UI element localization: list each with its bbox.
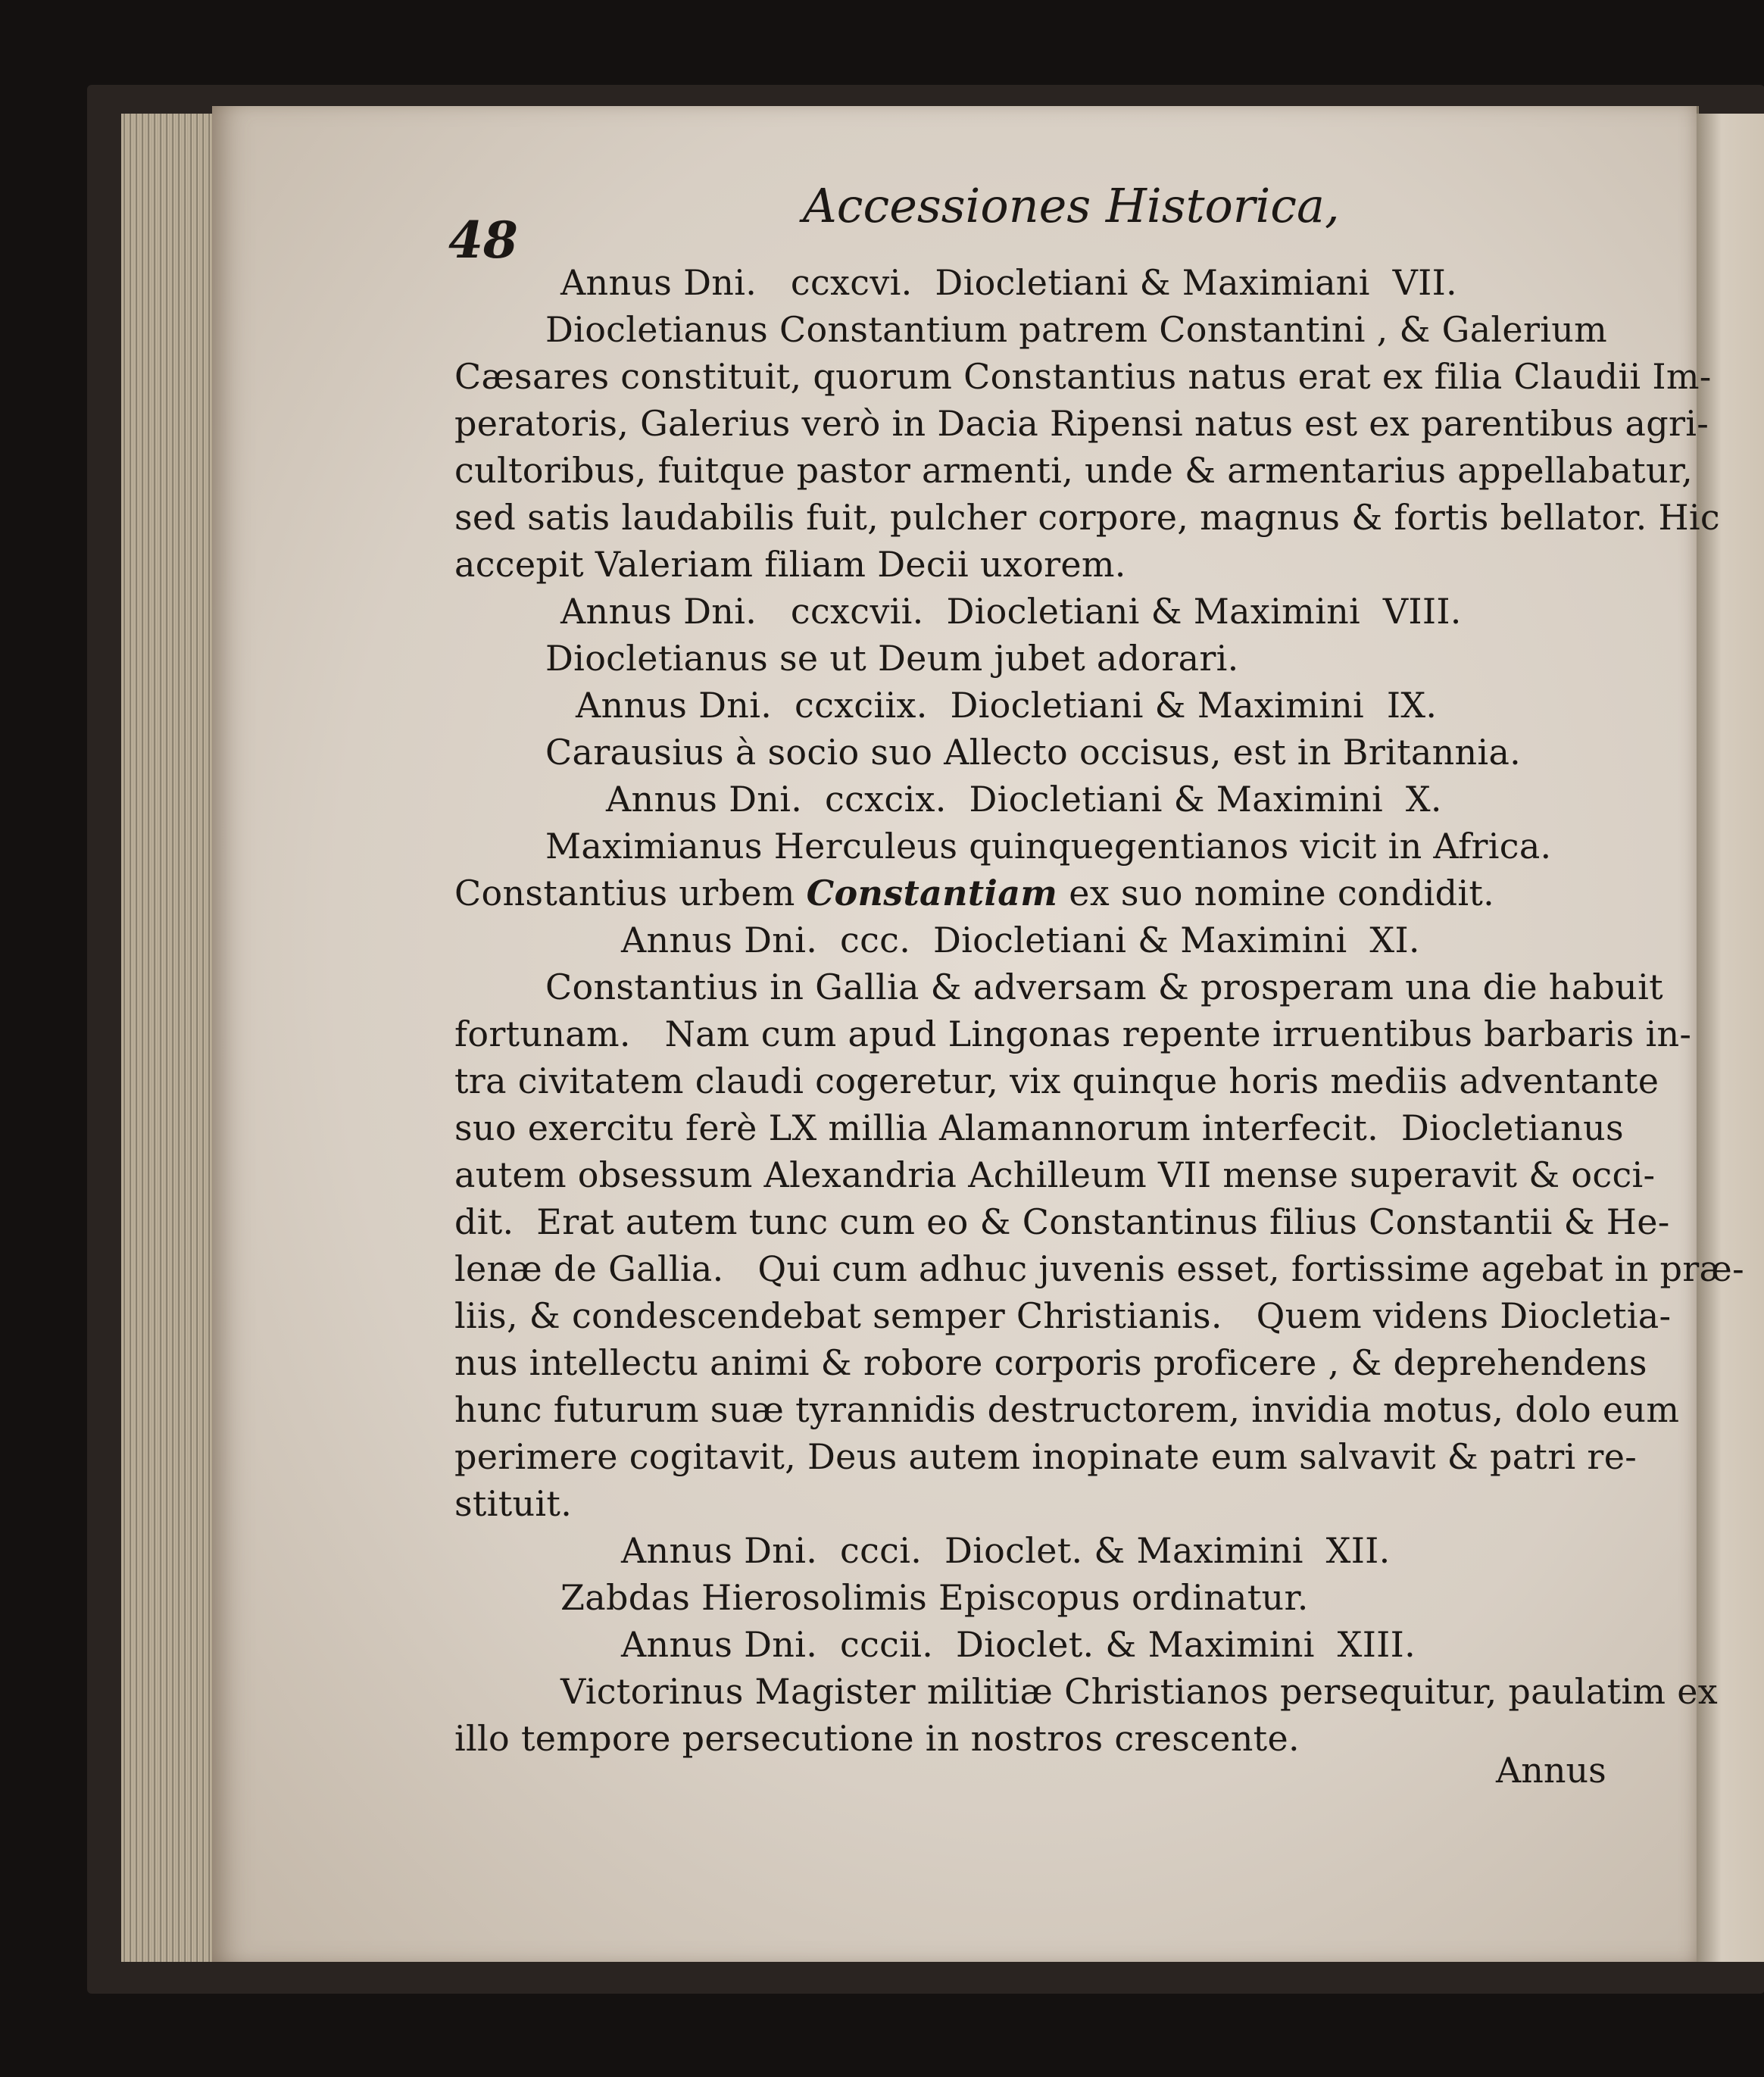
text-line: stituit. [454,1483,573,1524]
text-line: peratoris, Galerius verò in Dacia Ripensi natus est ex parentibus agri- [454,403,1709,444]
text-line: autem obsessum Alexandria Achilleum VII mense superavit & occi- [454,1154,1656,1195]
text-line: Carausius à socio suo Allecto occisus, est in Britannia. [545,732,1522,773]
text-line: Annus Dni. ccxcix. Diocletiani & Maximini X. [606,779,1442,820]
book-page [212,106,1744,1962]
text-span: ex suo nomine condidit. [1057,873,1495,914]
text-line: Constantius in Gallia & adversam & prosperam una die habuit [545,967,1663,1007]
text-line: Maximianus Herculeus quinquegentianos vicit in Africa. [545,826,1552,867]
text-span: Constantius urbem [454,873,807,914]
text-line: illo tempore persecutione in nostros crescente. [454,1718,1300,1759]
text-line: Annus Dni. ccc. Diocletiani & Maximini XI. [621,920,1420,960]
text-line: Diocletianus Constantium patrem Constantini , & Galerium [545,309,1608,350]
text-line: Victorinus Magister militiæ Christianos persequitur, paulatim ex [560,1671,1718,1712]
text-line: cultoribus, fuitque pastor armenti, unde & armentarius appellabatur, [454,450,1694,491]
text-line: sed satis laudabilis fuit, pulcher corpore, magnus & fortis bellator. Hic [454,497,1720,538]
italic-city-name: Constantiam [806,873,1058,914]
text-line: tra civitatem claudi cogeretur, vix quinque horis mediis adventante [454,1060,1659,1101]
page-text [212,106,1744,1962]
text-line: dit. Erat autem tunc cum eo & Constantinus filius Constantii & He- [454,1201,1670,1242]
text-line: fortunam. Nam cum apud Lingonas repente irruentibus barbaris in- [454,1014,1692,1054]
text-line: nus intellectu animi & robore corporis proficere , & deprehendens [454,1342,1647,1383]
text-line: Annus Dni. ccxcvii. Diocletiani & Maximini VIII. [560,591,1462,632]
text-line: liis, & condescendebat semper Christianis. Quem videns Diocletia- [454,1295,1672,1336]
text-line: suo exercitu ferè LX millia Alamannorum interfecit. Diocletianus [454,1107,1624,1148]
catchword: Annus [1496,1750,1606,1791]
text-line: Annus Dni. cccii. Dioclet. & Maximini XIII. [621,1624,1416,1665]
text-line: Annus Dni. ccci. Dioclet. & Maximini XII. [621,1530,1391,1571]
text-line: Annus Dni. ccxcvi. Diocletiani & Maximiani VII. [560,262,1457,303]
page-number: 48 [448,211,518,270]
text-line: Zabdas Hierosolimis Episcopus ordinatur. [560,1577,1309,1618]
text-line: hunc futurum suæ tyrannidis destructorem, invidia motus, dolo eum [454,1389,1680,1430]
text-line: Cæsares constituit, quorum Constantius natus erat ex filia Claudii Im- [454,356,1712,397]
text-line: Annus Dni. ccxciix. Diocletiani & Maximini IX. [576,685,1438,726]
text-line: Diocletianus se ut Deum jubet adorari. [545,638,1239,679]
text-line: lenæ de Gallia. Qui cum adhuc juvenis esset, fortissime agebat in præ- [454,1248,1744,1289]
text-line: perimere cogitavit, Deus autem inopinate eum salvavit & patri re- [454,1436,1638,1477]
running-head: Accessiones Historica, [803,178,1340,233]
text-line: accepit Valeriam filiam Decii uxorem. [454,544,1126,585]
text-line [454,873,1495,914]
